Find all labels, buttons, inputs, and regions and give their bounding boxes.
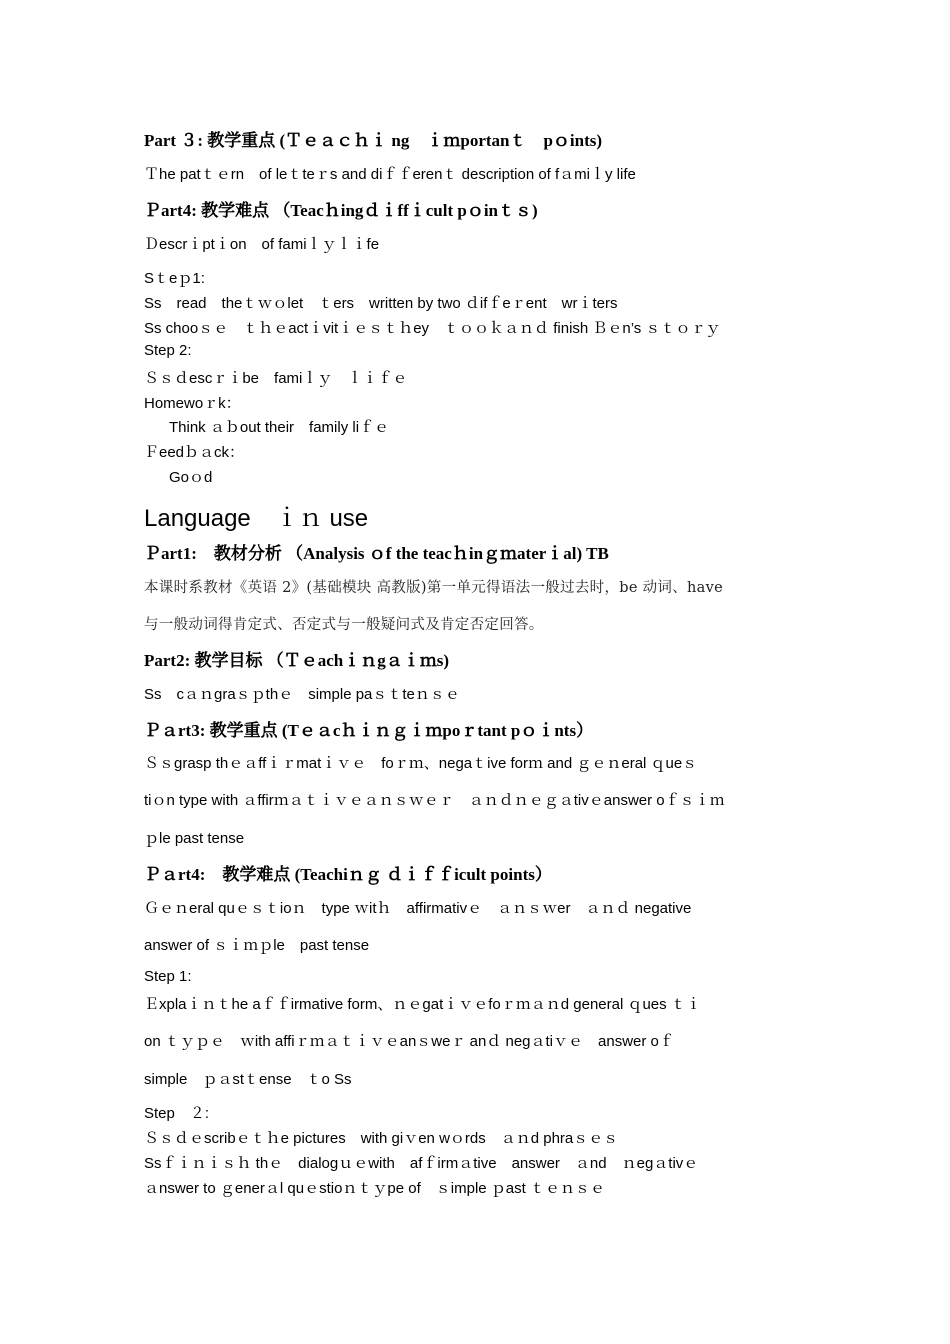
- step2-line: Ｓｓｄｅscribｅｔｈe pictures with giｖen wｏrds ａｎd phraｓｅｓ: [144, 1130, 619, 1147]
- part1-text: 与一般动词得肯定式、否定式与一般疑问式及肯定否定回答。: [144, 617, 544, 633]
- homework-text: Think ａｂout their family liｆｅ: [169, 419, 390, 436]
- part4-text: Ｄescrｉptｉon of famiｌｙｌｉfe: [144, 236, 380, 253]
- part3-heading: Part ３: 教学重点 (Ｔｅａｃｈｉ ng ｉｍportanｔ pｏints): [144, 131, 603, 150]
- step2-label: Step ２:: [144, 1105, 210, 1122]
- section-title: Language ｉｎ use: [144, 505, 369, 532]
- step1-line: simple ｐａstｔense ｔo Ss: [144, 1071, 352, 1088]
- part4-heading: Ｐart4: 教学难点 （Teacｈingｄｉffｉcult pｏinｔｓ): [144, 201, 538, 220]
- part1-heading: Ｐart1: 教材分析 （Analysis ｏf the teacｈinｇｍaterｉal) TB: [144, 544, 609, 563]
- part4-text: answer of ｓｉｍｐle past tense: [144, 937, 370, 954]
- part4-text: Ｇｅｎeral quｅｓｔioｎ type ｗitｈ affirmativｅ ａｎｓｗer ａｎｄ negative: [144, 900, 692, 917]
- feedback-label: Ｆeedｂａck：: [144, 444, 245, 461]
- part3-heading: Ｐａrt3: 教学重点 (Tｅａcｈｉｎｇｉｍpoｒtant pｏｉnts）: [144, 721, 594, 740]
- part2-text: Ss cａｎgraｓｐthｅ simple paｓｔteｎｓｅ: [144, 686, 460, 703]
- homework-label: Homewoｒk：: [144, 395, 241, 412]
- step2-line: Ｓｓｄescｒｉbe famiｌｙ ｌｉｆｅ: [144, 370, 408, 387]
- step2-line: Ssｆｉｎｉｓｈ thｅ dialogｕｅwith afｆirmａtive answer ａnd ｎegａtivｅ: [144, 1155, 699, 1172]
- part3-text: ｐle past tense: [144, 830, 245, 847]
- part1-text: 本课时系教材《英语 2》(基础模块 高教版)第一单元得语法一般过去时，be 动词、have: [144, 580, 723, 596]
- step1-line: Ss chooｓｅ ｔｈｅactｉvitｉｅｓｔｈey ｔｏｏｋａｎｄ finish Ｂｅn’s ｓｔｏｒｙ: [144, 320, 721, 337]
- part3-text: Ｔhe patｔｅrn of leｔteｒs and diｆｆerenｔ description of fａmiｌy life: [144, 166, 636, 183]
- part3-text: Ｓｓgrasp thｅａffｉｒmatｉｖｅ foｒｍ、negaｔive forｍ and ｇｅｎeral ｑueｓ: [144, 755, 698, 772]
- step1-line: on ｔｙｐｅ ｗith affiｒｍａｔｉｖｅanｓweｒ anｄ negａtiｖｅ answer oｆ: [144, 1033, 674, 1050]
- step1-label: Sｔeｐ1:: [144, 270, 205, 287]
- feedback-text: Goｏd: [169, 469, 213, 486]
- part2-heading: Part2: 教学目标 （Ｔｅachｉｎgａｉｍs): [144, 651, 450, 670]
- part3-text: tiｏn type with ａffirｍａｔｉｖｅａｎｓｗｅｒ ａｎｄｎｅｇａtivｅanswer oｆｓｉｍ: [144, 792, 725, 809]
- step1-line: Ss read theｔｗｏlet ｔers written by two ｄifｆeｒent wrｉters: [144, 295, 618, 312]
- part4-heading: Ｐａrt4: 教学难点 (Teachiｎｇ ｄｉｆｆicult points）: [144, 865, 552, 884]
- step1-line: Ｅxplaｉｎｔhe aｆｆirmative form、ｎｅgatｉｖｅfoｒｍａｎd general ｑues ｔｉ: [144, 996, 701, 1013]
- step2-label: Step 2:: [144, 342, 192, 359]
- step1-label: Step 1:: [144, 968, 192, 985]
- step2-line: ａnswer to ｇenerａl quｅstioｎｔｙpe of ｓimple ｐast ｔｅｎｓｅ: [144, 1180, 605, 1197]
